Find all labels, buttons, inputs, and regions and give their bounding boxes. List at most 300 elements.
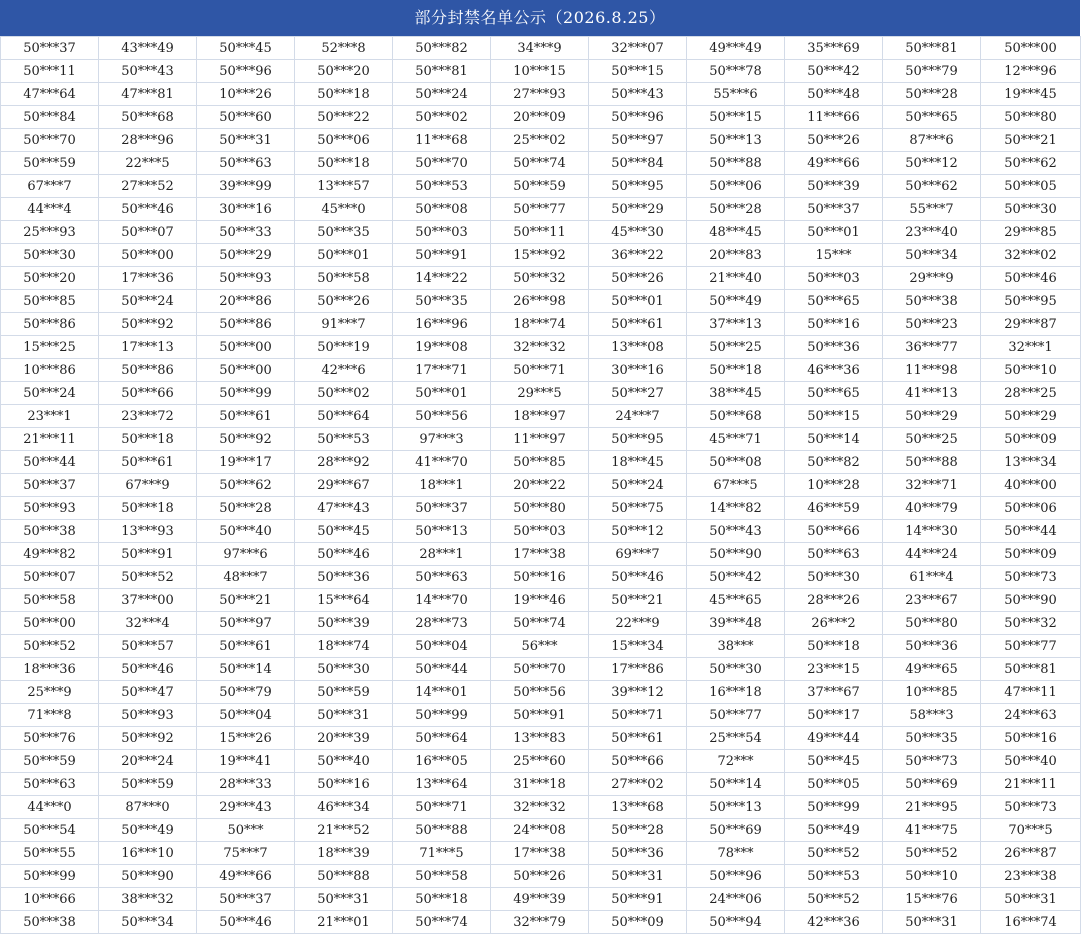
table-cell: 50***30 [687, 658, 785, 681]
table-cell: 50***13 [687, 129, 785, 152]
table-row [1, 681, 1081, 704]
table-cell: 23***40 [883, 221, 981, 244]
table-cell: 15***25 [1, 336, 99, 359]
table-cell: 50***29 [981, 405, 1081, 428]
table-cell: 50***93 [1, 497, 99, 520]
table-cell: 21***52 [295, 819, 393, 842]
table-cell: 69***7 [589, 543, 687, 566]
table-cell: 50***28 [687, 198, 785, 221]
table-cell: 32***02 [981, 244, 1081, 267]
table-cell: 71***8 [1, 704, 99, 727]
table-cell: 50***00 [197, 336, 295, 359]
table-cell: 18***39 [295, 842, 393, 865]
table-cell: 42***6 [295, 359, 393, 382]
table-cell: 50***37 [393, 497, 491, 520]
table-cell: 50***46 [589, 566, 687, 589]
table-cell: 19***41 [197, 750, 295, 773]
table-cell: 50***63 [393, 566, 491, 589]
table-cell: 50***43 [99, 60, 197, 83]
table-cell: 50***86 [1, 313, 99, 336]
table-cell: 97***6 [197, 543, 295, 566]
table-cell: 38*** [687, 635, 785, 658]
table-cell: 50***08 [687, 451, 785, 474]
table-cell: 50***66 [99, 382, 197, 405]
table-cell: 26***2 [785, 612, 883, 635]
table-cell: 91***7 [295, 313, 393, 336]
table-cell: 14***30 [883, 520, 981, 543]
table-cell: 49***66 [785, 152, 883, 175]
table-cell: 50***26 [589, 267, 687, 290]
table-cell: 25***02 [491, 129, 589, 152]
table-cell: 32***32 [491, 796, 589, 819]
table-cell: 50***95 [589, 428, 687, 451]
table-cell: 20***86 [197, 290, 295, 313]
table-cell: 50***14 [197, 658, 295, 681]
table-cell: 41***13 [883, 382, 981, 405]
table-cell: 50***31 [883, 911, 981, 934]
table-row [1, 612, 1081, 635]
table-cell: 31***18 [491, 773, 589, 796]
table-cell: 50***06 [981, 497, 1081, 520]
table-cell: 29***9 [883, 267, 981, 290]
table-cell: 50***43 [589, 83, 687, 106]
table-row [1, 865, 1081, 888]
table-cell: 24***63 [981, 704, 1081, 727]
table-cell: 29***5 [491, 382, 589, 405]
table-cell: 50***58 [1, 589, 99, 612]
table-cell: 14***01 [393, 681, 491, 704]
table-cell: 50***64 [295, 405, 393, 428]
table-cell: 15***34 [589, 635, 687, 658]
table-cell: 50***52 [99, 566, 197, 589]
table-cell: 50***07 [1, 566, 99, 589]
table-cell: 52***8 [295, 37, 393, 60]
table-cell: 48***7 [197, 566, 295, 589]
table-cell: 50***16 [785, 313, 883, 336]
table-cell: 50***24 [393, 83, 491, 106]
table-row [1, 911, 1081, 934]
table-cell: 28***92 [295, 451, 393, 474]
table-cell: 50***18 [99, 428, 197, 451]
table-cell: 50***21 [981, 129, 1081, 152]
table-cell: 50***82 [393, 37, 491, 60]
table-cell: 28***96 [99, 129, 197, 152]
table-cell: 15***76 [883, 888, 981, 911]
table-cell: 50***90 [687, 543, 785, 566]
table-cell: 17***38 [491, 842, 589, 865]
table-cell: 17***71 [393, 359, 491, 382]
table-row [1, 244, 1081, 267]
table-cell: 50***68 [687, 405, 785, 428]
table-cell: 41***70 [393, 451, 491, 474]
table-cell: 50***53 [785, 865, 883, 888]
table-cell: 87***0 [99, 796, 197, 819]
table-cell: 37***00 [99, 589, 197, 612]
table-cell: 50***80 [981, 106, 1081, 129]
table-cell: 50***18 [295, 83, 393, 106]
table-cell: 23***72 [99, 405, 197, 428]
table-cell: 50***82 [785, 451, 883, 474]
table-cell: 24***06 [687, 888, 785, 911]
table-cell: 16***96 [393, 313, 491, 336]
table-cell: 50***31 [197, 129, 295, 152]
table-cell: 50***13 [393, 520, 491, 543]
table-cell: 11***68 [393, 129, 491, 152]
table-cell: 50***84 [1, 106, 99, 129]
table-cell: 23***67 [883, 589, 981, 612]
table-cell: 50***70 [1, 129, 99, 152]
table-cell: 19***17 [197, 451, 295, 474]
table-cell: 13***83 [491, 727, 589, 750]
table-cell: 50***34 [99, 911, 197, 934]
table-cell: 36***22 [589, 244, 687, 267]
table-cell: 50***03 [393, 221, 491, 244]
table-cell: 50***96 [589, 106, 687, 129]
table-cell: 50***26 [491, 865, 589, 888]
table-cell: 21***01 [295, 911, 393, 934]
table-cell: 23***15 [785, 658, 883, 681]
table-cell: 21***40 [687, 267, 785, 290]
table-cell: 26***87 [981, 842, 1081, 865]
table-cell: 50***05 [785, 773, 883, 796]
table-row [1, 152, 1081, 175]
table-cell: 19***45 [981, 83, 1081, 106]
table-row [1, 336, 1081, 359]
table-cell: 21***11 [981, 773, 1081, 796]
table-cell: 21***11 [1, 428, 99, 451]
table-cell: 50***29 [589, 198, 687, 221]
table-row [1, 727, 1081, 750]
table-cell: 32***79 [491, 911, 589, 934]
table-cell: 50***35 [295, 221, 393, 244]
table-cell: 50***35 [883, 727, 981, 750]
table-cell: 50***81 [981, 658, 1081, 681]
table-cell: 47***11 [981, 681, 1081, 704]
table-cell: 50***27 [589, 382, 687, 405]
table-row [1, 497, 1081, 520]
table-cell: 50***90 [99, 865, 197, 888]
table-cell: 50***56 [393, 405, 491, 428]
table-cell: 39***12 [589, 681, 687, 704]
table-cell: 50***85 [1, 290, 99, 313]
table-cell: 28***25 [981, 382, 1081, 405]
table-cell: 50***03 [785, 267, 883, 290]
table-cell: 50***24 [99, 290, 197, 313]
table-cell: 15***64 [295, 589, 393, 612]
table-cell: 50***96 [687, 865, 785, 888]
table-cell: 50***45 [197, 37, 295, 60]
table-row [1, 796, 1081, 819]
table-cell: 50***43 [687, 520, 785, 543]
table-cell: 50***16 [491, 566, 589, 589]
table-cell: 50***91 [491, 704, 589, 727]
table-cell: 37***67 [785, 681, 883, 704]
table-cell: 25***60 [491, 750, 589, 773]
table-cell: 27***52 [99, 175, 197, 198]
table-cell: 32***4 [99, 612, 197, 635]
table-cell: 50***91 [589, 888, 687, 911]
table-cell: 50***18 [295, 152, 393, 175]
table-cell: 50***79 [883, 60, 981, 83]
table-cell: 50***84 [589, 152, 687, 175]
table-row [1, 37, 1081, 60]
table-cell: 28***1 [393, 543, 491, 566]
table-cell: 58***3 [883, 704, 981, 727]
table-cell: 50***59 [99, 773, 197, 796]
table-cell: 50***02 [295, 382, 393, 405]
table-cell: 50***81 [393, 60, 491, 83]
table-cell: 45***65 [687, 589, 785, 612]
table-cell: 50***76 [1, 727, 99, 750]
table-cell: 50***88 [883, 451, 981, 474]
table-cell: 50***80 [883, 612, 981, 635]
table-row [1, 221, 1081, 244]
table-cell: 50***32 [491, 267, 589, 290]
table-cell: 50***18 [99, 497, 197, 520]
table-cell: 50***29 [197, 244, 295, 267]
table-cell: 46***34 [295, 796, 393, 819]
page-title: 部分封禁名单公示（2026.8.25） [0, 0, 1080, 36]
table-cell: 71***5 [393, 842, 491, 865]
table-cell: 50***40 [981, 750, 1081, 773]
table-cell: 22***5 [99, 152, 197, 175]
table-cell: 50***40 [197, 520, 295, 543]
table-cell: 50***28 [883, 83, 981, 106]
table-row [1, 589, 1081, 612]
table-cell: 28***73 [393, 612, 491, 635]
table-cell: 39***48 [687, 612, 785, 635]
table-cell: 50***30 [295, 658, 393, 681]
table-cell: 50***96 [197, 60, 295, 83]
table-cell: 50***36 [785, 336, 883, 359]
table-cell: 32***71 [883, 474, 981, 497]
table-cell: 50***08 [393, 198, 491, 221]
table-cell: 50***46 [295, 543, 393, 566]
table-cell: 27***02 [589, 773, 687, 796]
table-cell: 50***14 [785, 428, 883, 451]
table-cell: 50***28 [589, 819, 687, 842]
table-cell: 21***95 [883, 796, 981, 819]
table-cell: 11***98 [883, 359, 981, 382]
table-cell: 49***44 [785, 727, 883, 750]
table-cell: 50***13 [687, 796, 785, 819]
table-cell: 70***5 [981, 819, 1081, 842]
table-row [1, 198, 1081, 221]
table-cell: 16***18 [687, 681, 785, 704]
table-cell: 50***05 [981, 175, 1081, 198]
table-cell: 27***93 [491, 83, 589, 106]
table-cell: 50***31 [295, 704, 393, 727]
table-cell: 50***19 [295, 336, 393, 359]
table-cell: 50***60 [197, 106, 295, 129]
table-cell: 45***30 [589, 221, 687, 244]
table-cell: 39***99 [197, 175, 295, 198]
table-cell: 50***12 [589, 520, 687, 543]
table-cell: 10***86 [1, 359, 99, 382]
table-cell: 36***77 [883, 336, 981, 359]
table-cell: 25***9 [1, 681, 99, 704]
table-cell: 49***82 [1, 543, 99, 566]
table-cell: 16***05 [393, 750, 491, 773]
table-cell: 50***09 [981, 543, 1081, 566]
table-cell: 50***09 [589, 911, 687, 934]
table-row [1, 60, 1081, 83]
table-cell: 18***36 [1, 658, 99, 681]
table-cell: 50***62 [981, 152, 1081, 175]
table-cell: 50***14 [687, 773, 785, 796]
table-row [1, 267, 1081, 290]
table-cell: 17***86 [589, 658, 687, 681]
table-cell: 50***92 [99, 313, 197, 336]
table-cell: 14***22 [393, 267, 491, 290]
table-cell: 50***06 [295, 129, 393, 152]
table-cell: 50***06 [687, 175, 785, 198]
table-cell: 50***99 [1, 865, 99, 888]
table-cell: 50***16 [981, 727, 1081, 750]
table-cell: 50***66 [589, 750, 687, 773]
table-cell: 72*** [687, 750, 785, 773]
table-row [1, 313, 1081, 336]
table-cell: 19***46 [491, 589, 589, 612]
table-cell: 50***70 [491, 658, 589, 681]
table-cell: 50***86 [99, 359, 197, 382]
table-cell: 50***17 [785, 704, 883, 727]
table-cell: 16***74 [981, 911, 1081, 934]
table-cell: 20***24 [99, 750, 197, 773]
table-cell: 25***54 [687, 727, 785, 750]
table-cell: 67***7 [1, 175, 99, 198]
table-cell: 50***46 [99, 658, 197, 681]
table-cell: 50***65 [785, 382, 883, 405]
table-cell: 50***01 [393, 382, 491, 405]
table-cell: 61***4 [883, 566, 981, 589]
table-cell: 50***07 [99, 221, 197, 244]
table-cell: 50***80 [491, 497, 589, 520]
table-cell: 50***73 [883, 750, 981, 773]
table-cell: 50***04 [393, 635, 491, 658]
table-cell: 29***43 [197, 796, 295, 819]
table-cell: 50***31 [981, 888, 1081, 911]
table-cell: 50***97 [589, 129, 687, 152]
table-cell: 50***77 [687, 704, 785, 727]
table-cell: 50***66 [785, 520, 883, 543]
table-cell: 17***13 [99, 336, 197, 359]
table-cell: 14***70 [393, 589, 491, 612]
table-cell: 55***6 [687, 83, 785, 106]
table-cell: 50***99 [197, 382, 295, 405]
table-cell: 50***48 [785, 83, 883, 106]
table-cell: 41***75 [883, 819, 981, 842]
table-cell: 50***31 [295, 888, 393, 911]
table-cell: 47***64 [1, 83, 99, 106]
table-row [1, 83, 1081, 106]
table-cell: 55***7 [883, 198, 981, 221]
table-row [1, 106, 1081, 129]
table-cell: 50***38 [1, 520, 99, 543]
table-cell: 26***98 [491, 290, 589, 313]
table-row [1, 175, 1081, 198]
table-cell: 10***66 [1, 888, 99, 911]
table-cell: 50***44 [393, 658, 491, 681]
table-row [1, 750, 1081, 773]
table-cell: 13***68 [589, 796, 687, 819]
table-cell: 50***29 [883, 405, 981, 428]
table-row [1, 543, 1081, 566]
table-cell: 50***18 [687, 359, 785, 382]
table-cell: 50***62 [197, 474, 295, 497]
table-row [1, 842, 1081, 865]
table-cell: 18***74 [491, 313, 589, 336]
table-cell: 50***93 [197, 267, 295, 290]
table-cell: 50***90 [981, 589, 1081, 612]
table-cell: 50***37 [1, 37, 99, 60]
table-cell: 50***33 [197, 221, 295, 244]
table-cell: 40***00 [981, 474, 1081, 497]
table-cell: 50***63 [1, 773, 99, 796]
table-cell: 50***44 [1, 451, 99, 474]
table-cell: 50***55 [1, 842, 99, 865]
table-cell: 50***46 [99, 198, 197, 221]
table-cell: 19***08 [393, 336, 491, 359]
table-cell: 50***09 [981, 428, 1081, 451]
table-cell: 50***52 [1, 635, 99, 658]
table-cell: 67***5 [687, 474, 785, 497]
table-row [1, 773, 1081, 796]
table-cell: 50***45 [785, 750, 883, 773]
table-cell: 46***59 [785, 497, 883, 520]
table-cell: 16***10 [99, 842, 197, 865]
table-cell: 50***16 [295, 773, 393, 796]
table-cell: 32***07 [589, 37, 687, 60]
table-cell: 50***25 [883, 428, 981, 451]
table-cell: 50***18 [785, 635, 883, 658]
table-cell: 50***39 [295, 612, 393, 635]
table-cell: 13***34 [981, 451, 1081, 474]
table-cell: 50***99 [785, 796, 883, 819]
table-cell: 50***37 [197, 888, 295, 911]
table-cell: 42***36 [785, 911, 883, 934]
table-cell: 18***45 [589, 451, 687, 474]
table-cell: 50***58 [295, 267, 393, 290]
table-cell: 13***08 [589, 336, 687, 359]
table-row [1, 359, 1081, 382]
table-cell: 45***71 [687, 428, 785, 451]
table-cell: 50***88 [295, 865, 393, 888]
table-cell: 50***59 [295, 681, 393, 704]
table-cell: 50***00 [1, 612, 99, 635]
table-row [1, 704, 1081, 727]
table-cell: 50***46 [981, 267, 1081, 290]
table-cell: 50***20 [1, 267, 99, 290]
table-cell: 50***01 [589, 290, 687, 313]
table-cell: 50***01 [785, 221, 883, 244]
table-row [1, 405, 1081, 428]
table-cell: 43***49 [99, 37, 197, 60]
table-cell: 50***49 [687, 290, 785, 313]
table-cell: 50***49 [785, 819, 883, 842]
table-cell: 11***66 [785, 106, 883, 129]
table-cell: 50***61 [197, 405, 295, 428]
table-row [1, 658, 1081, 681]
table-cell: 50***36 [295, 566, 393, 589]
table-cell: 50***94 [687, 911, 785, 934]
table-cell: 50***01 [295, 244, 393, 267]
table-cell: 50***88 [687, 152, 785, 175]
table-cell: 48***45 [687, 221, 785, 244]
table-cell: 50***44 [981, 520, 1081, 543]
table-cell: 50***59 [1, 152, 99, 175]
table-cell: 11***97 [491, 428, 589, 451]
